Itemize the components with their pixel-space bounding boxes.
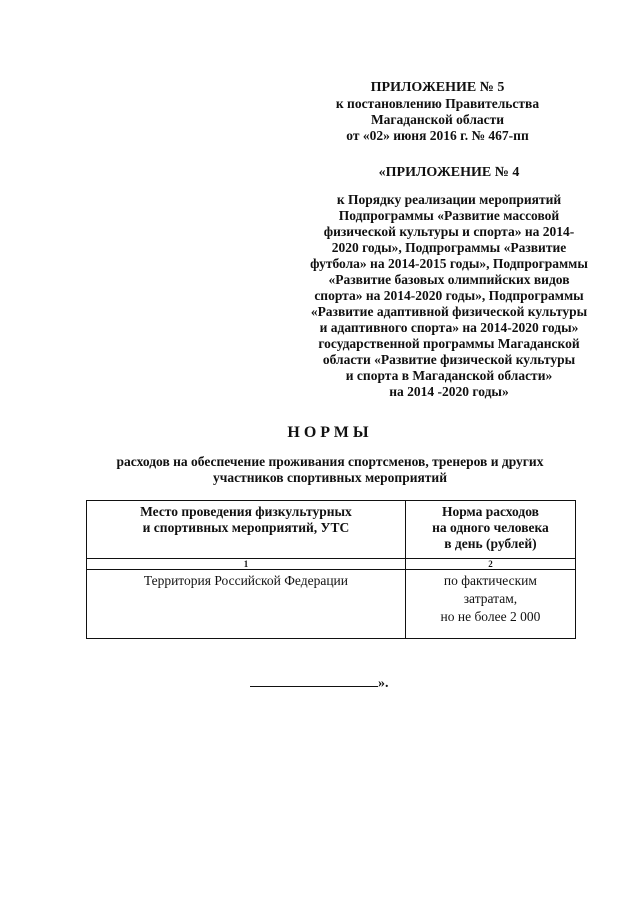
cell-territory: Территория Российской Федерации bbox=[87, 570, 406, 639]
appendix-4-line: физической культуры и спорта» на 2014- bbox=[323, 224, 575, 239]
appendix-4-line: к Порядку реализации мероприятий bbox=[336, 192, 562, 207]
appendix-4-line: на 2014 -2020 годы» bbox=[389, 384, 509, 399]
header-cell-line: Норма расходов bbox=[441, 504, 539, 519]
header-cell-line: и спортивных мероприятий, УТС bbox=[142, 520, 350, 535]
appendix-4-line: области «Развитие физической культуры bbox=[322, 352, 576, 367]
appendix-4-block bbox=[290, 165, 608, 400]
appendix-5-title: ПРИЛОЖЕНИЕ № 5 bbox=[370, 80, 505, 95]
cell-norm-line: по фактическим bbox=[443, 573, 537, 588]
column-number: 2 bbox=[405, 559, 575, 570]
appendix-5-block bbox=[320, 80, 555, 144]
norms-subtitle bbox=[60, 454, 600, 486]
appendix-5-line: от «02» июня 2016 г. № 467-пп bbox=[346, 128, 529, 143]
norms-subtitle-line: участников спортивных мероприятий bbox=[213, 470, 447, 485]
column-number: 1 bbox=[87, 559, 406, 570]
appendix-4-line: «Развитие адаптивной физической культуры bbox=[310, 304, 588, 319]
header-cell-line: на одного человека bbox=[432, 520, 549, 535]
norms-title: НОРМЫ bbox=[287, 424, 373, 441]
table-row bbox=[87, 570, 576, 639]
appendix-5-line: Магаданской области bbox=[370, 112, 505, 127]
appendix-5-line: к постановлению Правительства bbox=[335, 96, 540, 111]
appendix-4-title: «ПРИЛОЖЕНИЕ № 4 bbox=[378, 165, 520, 180]
appendix-4-line: Подпрограммы «Развитие массовой bbox=[338, 208, 560, 223]
appendix-4-line: спорта» на 2014-2020 годы», Подпрограммы bbox=[314, 288, 584, 303]
cell-norm-value bbox=[405, 570, 575, 639]
appendix-4-line: футбола» на 2014-2015 годы», Подпрограммы bbox=[310, 256, 588, 271]
table-number-row bbox=[87, 559, 576, 570]
cell-norm-line: но не более 2 000 bbox=[440, 609, 541, 624]
header-cell-norm bbox=[405, 501, 575, 559]
closing-underline bbox=[250, 674, 378, 687]
norms-table bbox=[86, 500, 576, 639]
closing-mark bbox=[250, 674, 389, 692]
header-cell-line: Место проведения физкультурных bbox=[140, 504, 352, 519]
appendix-4-line: «Развитие базовых олимпийских видов bbox=[328, 272, 570, 287]
cell-norm-line: затратам, bbox=[463, 591, 518, 606]
appendix-4-line: и спорта в Магаданской области» bbox=[345, 368, 553, 383]
appendix-4-line: государственной программы Магаданской bbox=[318, 336, 580, 351]
closing-quote: ». bbox=[378, 676, 389, 691]
table-header-row bbox=[87, 501, 576, 559]
header-cell-place bbox=[87, 501, 406, 559]
norms-subtitle-line: расходов на обеспечение проживания спортсменов, тренеров и других bbox=[116, 454, 544, 469]
appendix-4-line: и адаптивного спорта» на 2014-2020 годы» bbox=[319, 320, 579, 335]
appendix-4-line: 2020 годы», Подпрограммы «Развитие bbox=[331, 240, 567, 255]
header-cell-line: в день (рублей) bbox=[444, 536, 537, 551]
